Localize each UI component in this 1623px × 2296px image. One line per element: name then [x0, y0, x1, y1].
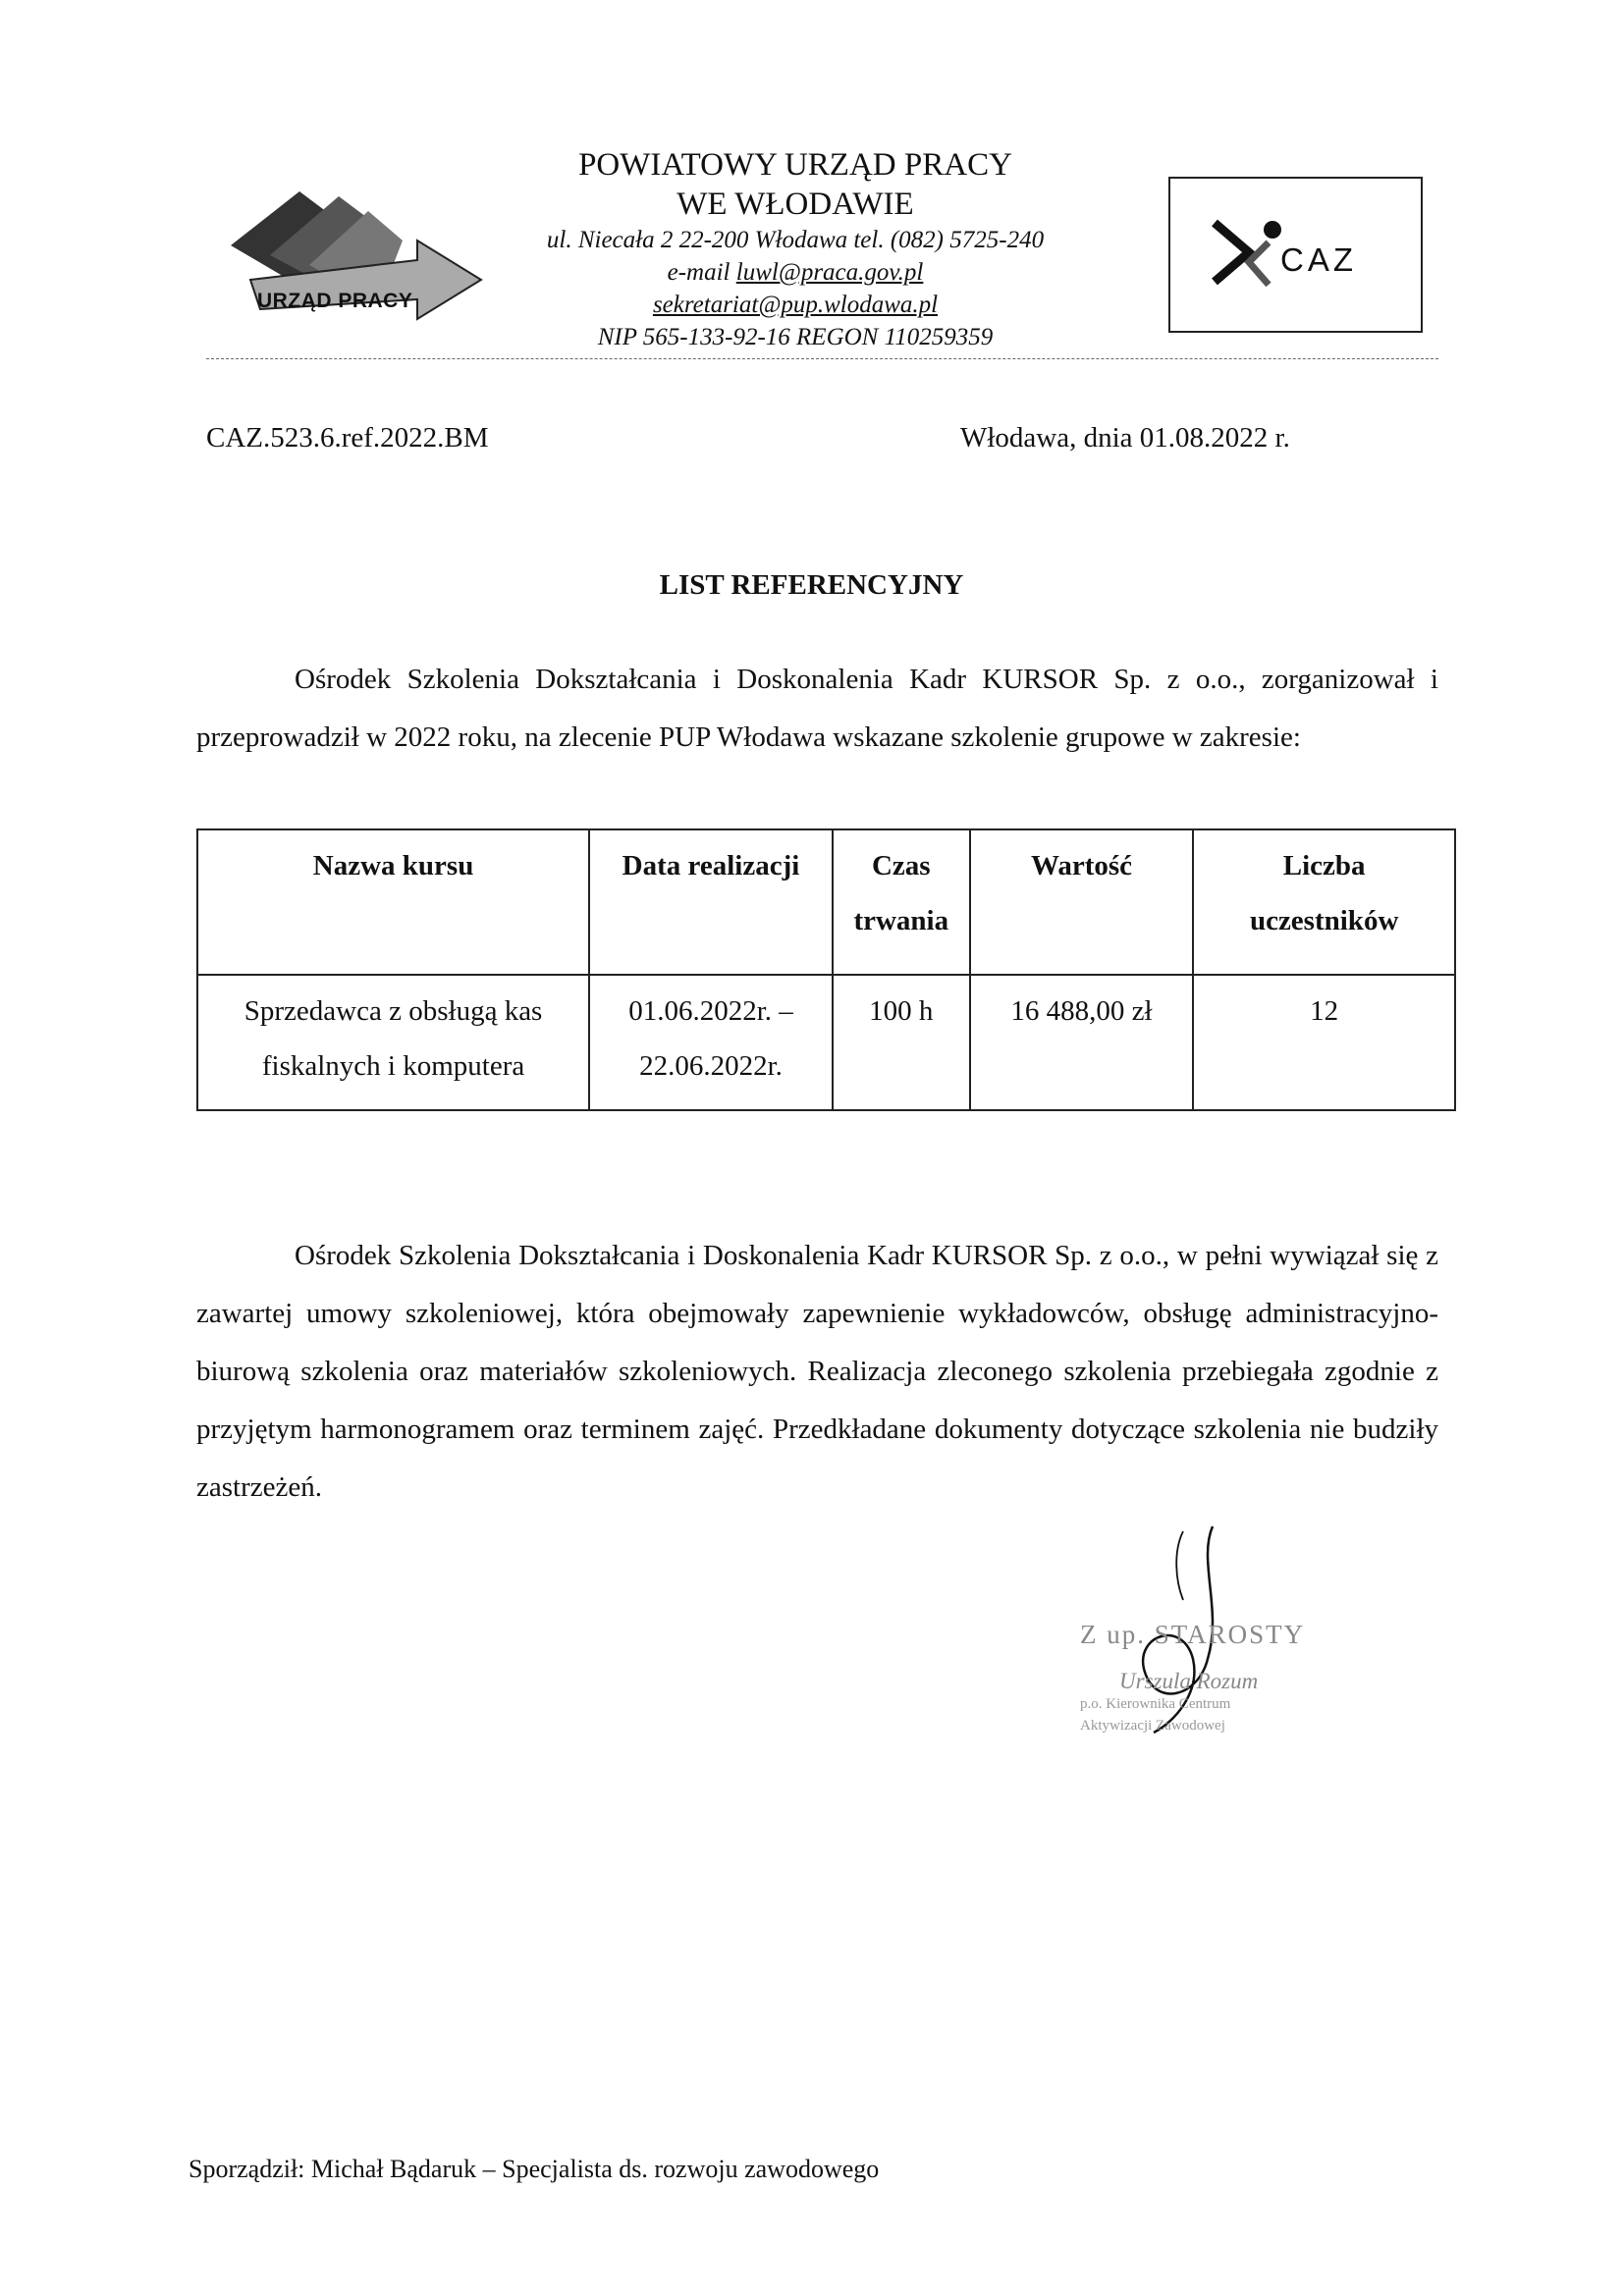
reference-number: CAZ.523.6.ref.2022.BM — [206, 422, 489, 454]
prepared-by-footer: Sporządził: Michał Bądaruk – Specjalista ds. rozwoju zawodowego — [189, 2155, 880, 2183]
header-duration-line2: trwania — [853, 905, 949, 936]
email-link-2[interactable]: sekretariat@pup.wlodawa.pl — [652, 292, 939, 318]
email-link-1[interactable]: luwl@praca.gov.pl — [735, 259, 924, 286]
header-divider — [206, 358, 1438, 359]
header-duration-line1: Czas — [871, 850, 931, 881]
email-label: e-mail — [667, 259, 730, 286]
cell-course-name — [197, 975, 589, 1110]
date-line1: 01.06.2022r. – — [628, 995, 793, 1027]
office-email-line — [511, 256, 1080, 289]
header-value: Wartość — [970, 829, 1194, 975]
stamp-line3: p.o. Kierownika Centrum — [1080, 1696, 1231, 1712]
cell-duration: 100 h — [833, 975, 970, 1110]
office-name-line2: WE WŁODAWIE — [676, 187, 914, 222]
date-line2: 22.06.2022r. — [639, 1050, 783, 1082]
course-table — [196, 828, 1456, 1111]
office-name-line1: POWIATOWY URZĄD PRACY — [578, 147, 1012, 183]
header-duration — [833, 829, 970, 975]
course-name-line1: Sprzedawca z obsługą kas — [243, 995, 543, 1027]
course-name-line2: fiskalnych i komputera — [261, 1050, 525, 1082]
cell-participants: 12 — [1193, 975, 1455, 1110]
caz-logo-box — [1168, 177, 1423, 333]
intro-paragraph: Ośrodek Szkolenia Dokształcania i Doskonalenia Kadr KURSOR Sp. z o.o., zorganizował i przeprowadził w 2022 roku, na zlecenie PUP Włodawa wskazane szkolenie grupowe w zakresie: — [196, 664, 1438, 753]
header-participants-line1: Liczba — [1282, 850, 1366, 881]
table-header-row — [197, 829, 1455, 975]
stamp-line4: Aktywizacji Zawodowej — [1080, 1718, 1225, 1734]
cell-value: 16 488,00 zł — [970, 975, 1194, 1110]
urzad-pracy-logo-label: URZĄD PRACY — [257, 290, 413, 312]
cell-date — [589, 975, 833, 1110]
caz-logo-label: CAZ — [1280, 241, 1357, 278]
header-participants-line2: uczestników — [1249, 905, 1399, 936]
stamp-line1: Z up. STAROSTY — [1080, 1620, 1306, 1649]
office-header — [511, 145, 1080, 353]
header-date: Data realizacji — [589, 829, 833, 975]
place-date: Włodawa, dnia 01.08.2022 r. — [960, 422, 1290, 454]
header-course-name: Nazwa kursu — [197, 829, 589, 975]
table-row — [197, 975, 1455, 1110]
office-email-line-2 — [511, 289, 1080, 321]
stamp-line2: Urszula Rozum — [1119, 1669, 1259, 1693]
document-title: LIST REFERENCYJNY — [659, 569, 964, 601]
header-participants — [1193, 829, 1455, 975]
office-address: ul. Niecała 2 22-200 Włodawa tel. (082) 5725-240 — [546, 227, 1045, 253]
confirmation-paragraph: Ośrodek Szkolenia Dokształcania i Doskonalenia Kadr KURSOR Sp. z o.o., w pełni wywiązał się z zawartej umowy szkoleniowej, która obejmowały zapewnienie wykładowców, obsługę administracyjno-biurową szkolenia oraz materiałów szkoleniowych. Realizacja zleconego szkolenia przebiegała zgodnie z przyjętym harmonogramem oraz terminem zajęć. Przedkładane dokumenty dotyczące szkolenia nie budziły zastrzeżeń. — [196, 1240, 1438, 1503]
office-nip-regon: NIP 565-133-92-16 REGON 110259359 — [597, 324, 994, 350]
